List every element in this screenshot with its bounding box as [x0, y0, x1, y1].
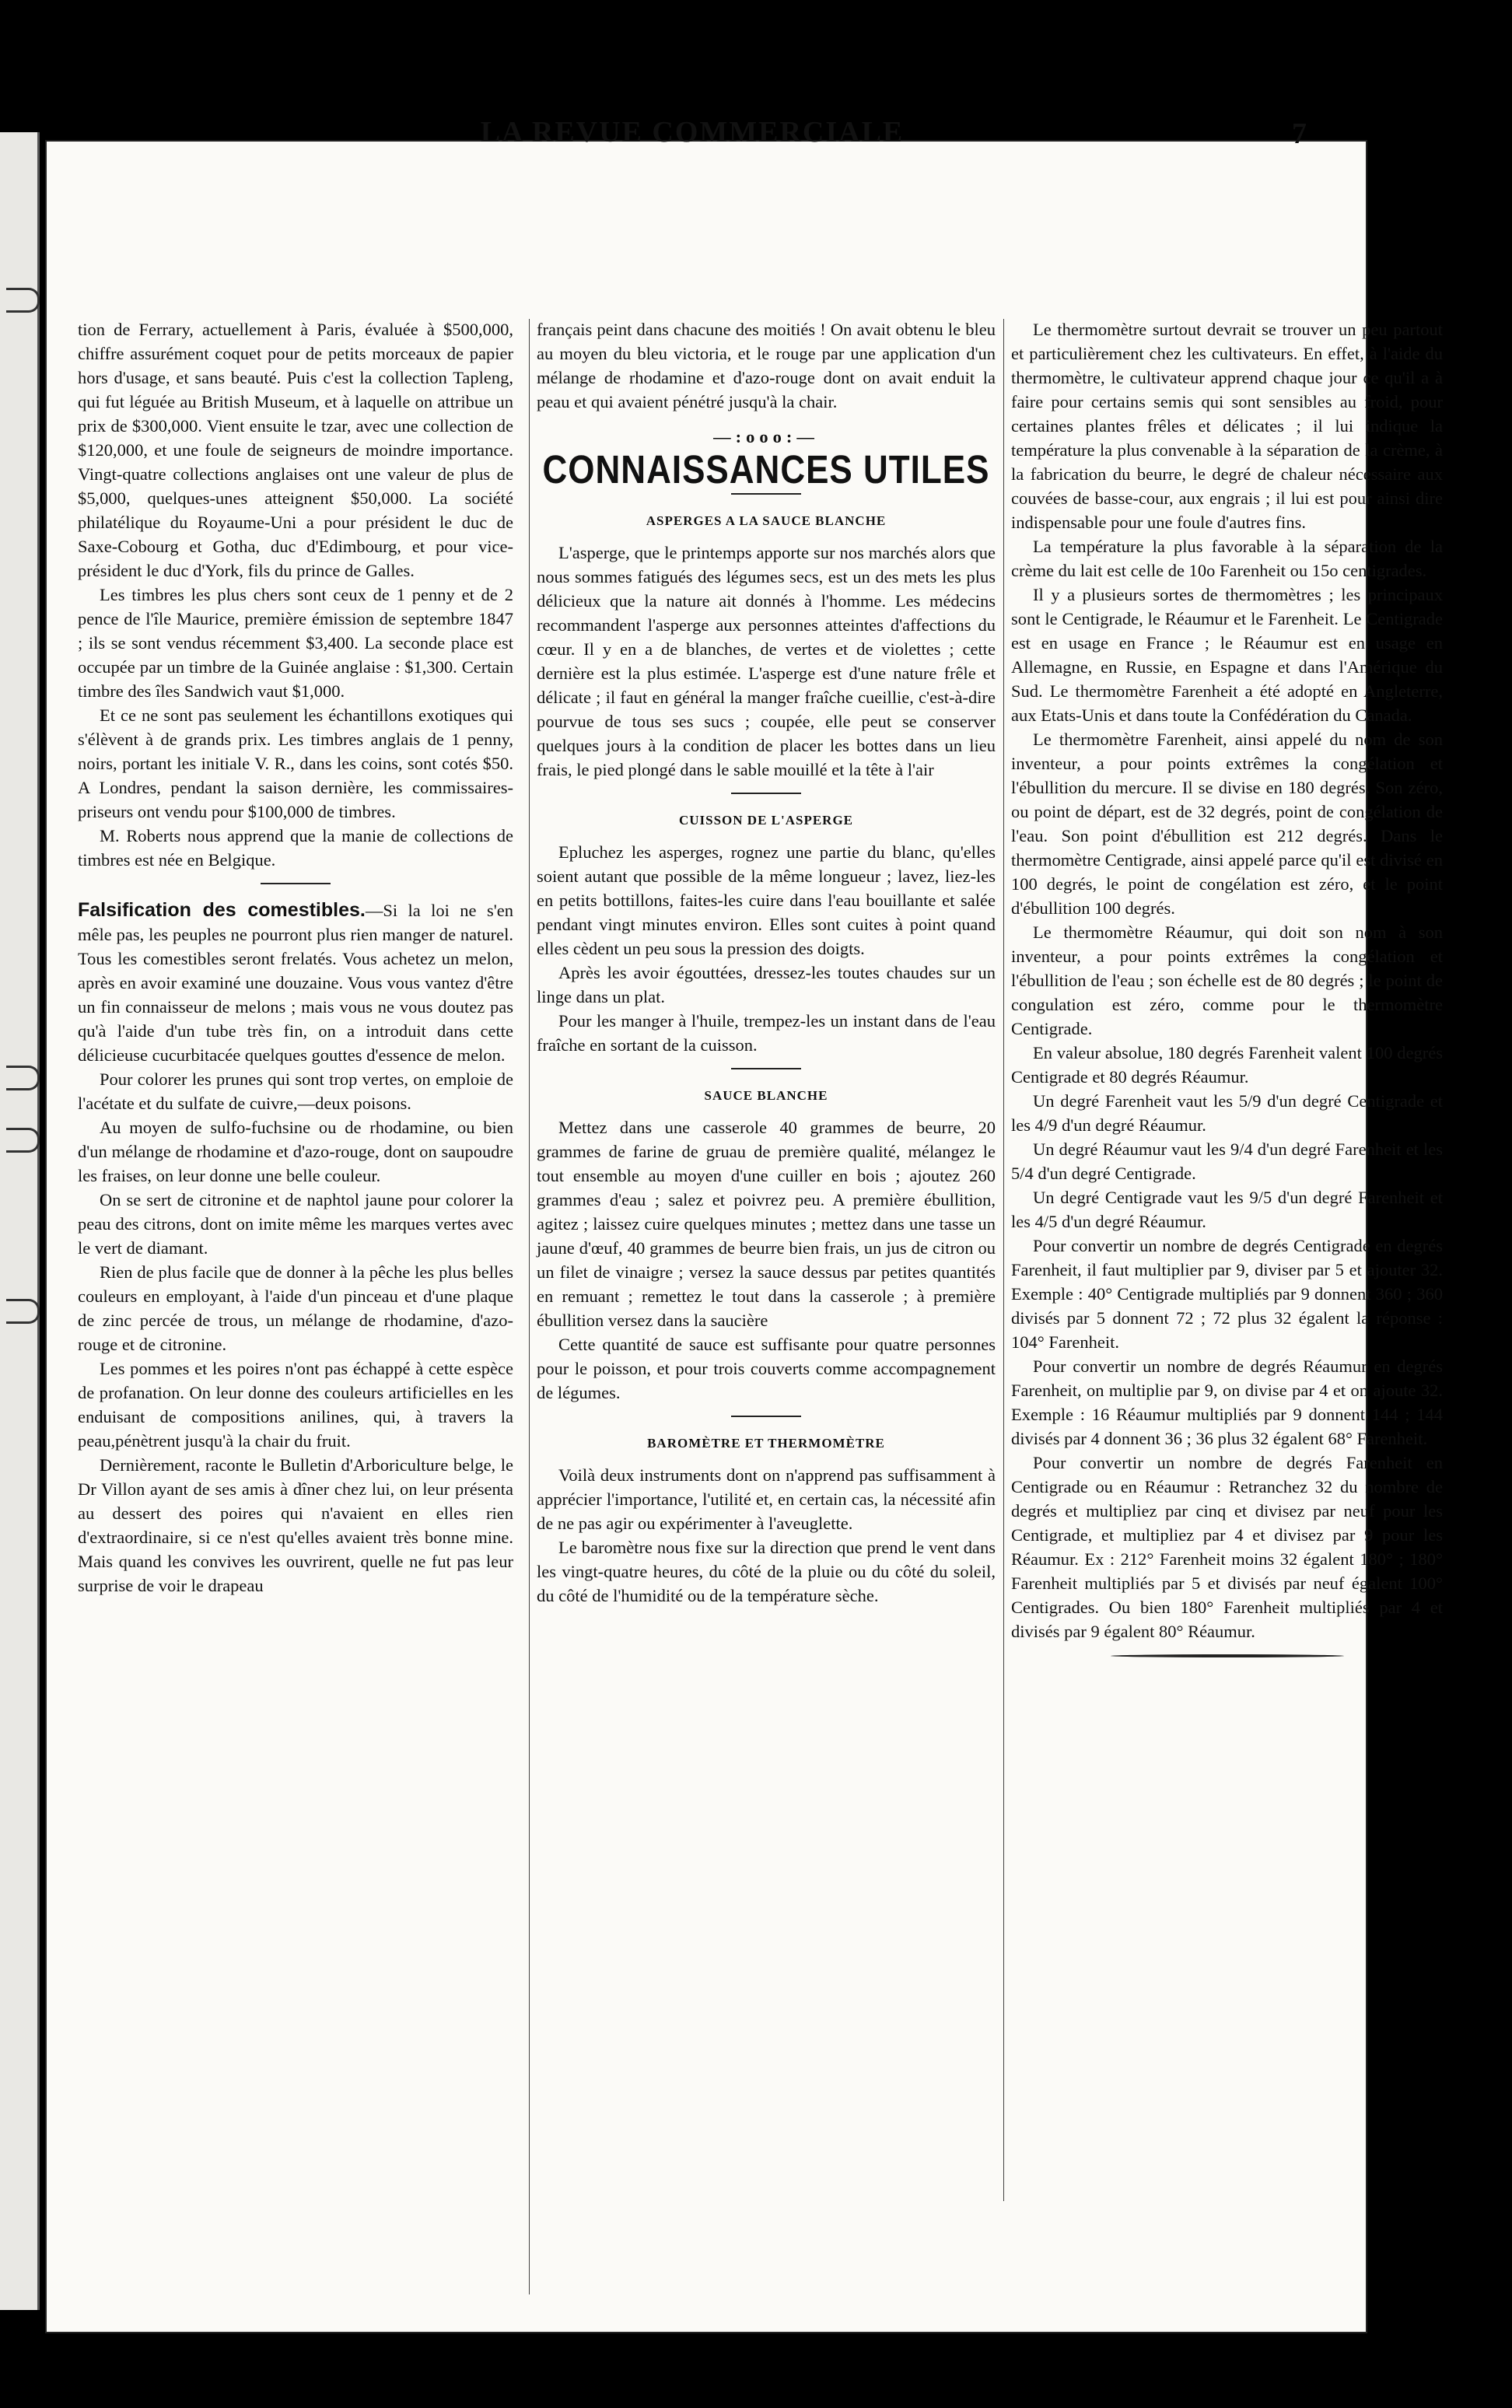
article-paragraph: Les pommes et les poires n'ont pas échappé à cette espèce de profanation. On leur donne des couleurs artificielles en les enduisant de compositions anilines, qui, à travers la peau,pénètrent jusqu'à la chair du fruit. — [78, 1359, 513, 1451]
article-paragraph: Pour colorer les prunes qui sont trop vertes, on emploie de l'acétate et du sulfate de cuivre,—deux poisons. — [78, 1069, 513, 1113]
article-paragraph: Rien de plus facile que de donner à la pêche les plus belles couleurs en employant, à l'aide d'un pinceau et d'une plaque de zinc percée de trous, un mélange de rhodamine, d'azo-rouge et de citronine. — [78, 1262, 513, 1354]
subsection-title: BAROMÈTRE ET THERMOMÈTRE — [647, 1436, 885, 1451]
article-paragraph: Il y a plusieurs sortes de thermomètres ; les principaux sont le Centigrade, le Réaumur et le Farenheit. Le Centigrade est en usage en France ; le Réaumur est en usage en Allemagne, en Russie, en Espagne et dans l'Amérique du Sud. Le thermomètre Farenheit a été adopté en Angleterre, aux Etats-Unis et dans toute la Confédération du Canada. — [1011, 585, 1443, 725]
article-paragraph: En valeur absolue, 180 degrés Farenheit valent 100 degrés Centigrade et 80 degrés Réaumur. — [1011, 1043, 1443, 1087]
article-paragraph: Le thermomètre surtout devrait se trouver un peu partout et particulièrement chez les cultivateurs. En effet, à l'aide du thermomètre, le cultivateur apprend chaque jour ce qu'il a à faire pour certains semis qui sont sensibles au froid, pour certaines plantes frêles et délicates ; il lui indique la température la plus convenable à la séparation de la crème, à la fabrication du beurre, le degré de chaleur nécessaire aux couvées de basse-cour, aux engrais ; il lui est pour ainsi dire indispensable pour une foule d'autres fins. — [1011, 320, 1443, 532]
section-title: CONNAISSANCES UTILES — [542, 448, 990, 492]
column-right — [1011, 317, 1443, 1671]
falsification-title: Falsification des comestibles. — [78, 899, 366, 921]
article-paragraph: Pour les manger à l'huile, trempez-les un instant dans de l'eau fraîche en sortant de la cuisson. — [537, 1011, 996, 1055]
subsection-title: ASPERGES A LA SAUCE BLANCHE — [646, 513, 887, 528]
article-paragraph: tion de Ferrary, actuellement à Paris, évaluée à $500,000, chiffre assurément coquet pour de petits morceaux de papier hors d'usage, et sans beauté. Puis c'est la collection Tapleng, qui fut léguée au British Museum, et à laquelle on attribue un prix de $300,000. Vient ensuite le tzar, avec une collection de $120,000, et une foule de seigneurs de moindre importance. Vingt-quatre collections anglaises ont une valeur de plus de $5,000, quelques-unes atteignent $50,000. La société philatélique du Royaume-Uni a pour président le duc de Saxe-Cobourg et Gotha, duc d'Edimbourg, et pour vice-président le duc d'York, fils du prince de Galles. — [78, 320, 513, 580]
running-header — [86, 109, 1307, 156]
article-paragraph: Le baromètre nous fixe sur la direction que prend le vent dans les vingt-quatre heures, du côté de la pluie ou du côté du soleil, du côté de l'humidité ou de la température sèche. — [537, 1538, 996, 1605]
subsection-title: CUISSON DE L'ASPERGE — [678, 813, 854, 828]
article-paragraph: Pour convertir un nombre de degrés Centigrade en degrés Farenheit, il faut multiplier par 9, diviser par 5 et ajouter 32. Exemple : 40° Centigrade multipliés par 9 donnent 360 ; 360 divisés par 5 donnent 72 ; 72 plus 32 égalent la réponse : 104° Farenheit. — [1011, 1236, 1443, 1352]
page-number: 7 — [1292, 117, 1307, 150]
running-title: LA REVUE COMMERCIALE — [480, 116, 905, 149]
article-paragraph: Les timbres les plus chers sont ceux de 1 penny et de 2 pence de l'île Maurice, première émission de septembre 1847 ; ils se sont vendus récemment $3,400. La seconde place est occupée par un timbre de la Guinée anglaise : $1,300. Certain timbre des îles Sandwich vaut $1,000. — [78, 585, 513, 701]
subsection-title: SAUCE BLANCHE — [704, 1088, 828, 1103]
column-rule — [1003, 319, 1004, 2201]
ornament: —:ooo:— — [713, 427, 819, 446]
article-paragraph: Après les avoir égouttées, dressez-les toutes chaudes sur un linge dans un plat. — [537, 963, 996, 1006]
binding-ring — [6, 1066, 40, 1090]
binding-ring — [6, 1128, 40, 1153]
column-middle — [537, 317, 996, 1608]
article-paragraph: Dernièrement, raconte le Bulletin d'Arboriculture belge, le Dr Villon ayant de ses amis à dîner chez lui, on leur présenta au dessert des poires qui n'avaient en elles rien d'extraordinaire, si ce n'est qu'elles avaient très bonne mine. Mais quand les convives les ouvrirent, quelle ne fut pas leur surprise de voir le drapeau — [78, 1455, 513, 1595]
separator — [731, 493, 801, 495]
article-paragraph: La température la plus favorable à la séparation de la crème du lait est celle de 10o Farenheit ou 15o centigrades. — [1011, 537, 1443, 580]
article-paragraph: L'asperge, que le printemps apporte sur nos marchés alors que nous sommes fatigués des légumes secs, est un des mets les plus délicieux que la nature ait donnés à l'homme. Les médecins recommandent l'asperge aux personnes atteintes d'affections du cœur. Il y en a de blanches, de vertes et de violettes ; cette dernière est la plus estimée. L'asperge est d'une nature frêle et délicate ; il faut en général la manger fraîche cueillie, c'est-à-dire pourvue de tous ses sucs ; coupée, elle peut se conserver quelques jours à la condition de placer les bottes dans un lieu frais, le pied plongé dans le sable mouillé et la tête à l'air — [537, 543, 996, 779]
article-paragraph: français peint dans chacune des moitiés ! On avait obtenu le bleu au moyen du bleu victoria, et le rouge par une application d'un mélange de rhodamine et d'azo-rouge dont on avait enduit la peau et qui avaient pénétré jusqu'à la chair. — [537, 320, 996, 411]
column-rule — [529, 319, 530, 2294]
article-paragraph: Mettez dans une casserole 40 grammes de beurre, 20 grammes de farine de gruau de première qualité, mélangez le tout ensemble au moyen d'une cuiller en bois ; ajoutez 260 grammes d'eau ; salez et poivrez peu. A première ébullition, agitez ; laissez cuire quelques minutes ; mettez dans une tasse un jaune d'œuf, 40 grammes de beurre bien frais, un jus de citron ou un filet de vinaigre ; versez la sauce dessus par petites quantités en remuant ; remettez le tout dans la casserole ; à première ébullition versez dans la saucière — [537, 1118, 996, 1330]
end-ornament — [1111, 1654, 1344, 1657]
separator — [731, 1068, 801, 1069]
separator — [731, 1416, 801, 1417]
binding-ring — [6, 288, 40, 313]
binding-ring — [6, 1299, 40, 1324]
article-paragraph: Le thermomètre Farenheit, ainsi appelé du nom de son inventeur, a pour points extrêmes la congélation et l'ébullition du mercure. Il se divise en 180 degrés. Son zéro, ou point de départ, est de 32 degrés, point de congélation de l'eau. Son point d'ébullition est 212 degrés. Dans le thermomètre Centigrade, ainsi appelé parce qu'il est divisé en 100 degrés, le point de congélation est zéro, et le point d'ébullition 100 degrés. — [1011, 730, 1443, 918]
article-paragraph: Le thermomètre Réaumur, qui doit son nom à son inventeur, a pour points extrêmes la congélation et l'ébullition de l'eau ; son échelle est de 80 degrés ; le point de congulation est zéro, comme pour le thermomètre Centigrade. — [1011, 922, 1443, 1038]
article-paragraph: On se sert de citronine et de naphtol jaune pour colorer la peau des citrons, dont on imite même les marques vertes avec le vert de diamant. — [78, 1190, 513, 1258]
separator — [731, 793, 801, 794]
separator — [261, 883, 331, 884]
article-paragraph: Epluchez les asperges, rognez une partie du blanc, qu'elles soient autant que possible de la même longueur ; lavez, liez-les en petits bottillons, faites-les cuire dans l'eau bouillante et salée pendant vingt minutes environ. Elles sont cuites à point quand elles cèdent un peu sous la pression des doigts. — [537, 842, 996, 958]
article-paragraph: Pour convertir un nombre de degrés Réaumur en degrés Farenheit, on multiplie par 9, on divise par 4 et on ajoute 32. Exemple : 16 Réaumur multipliés par 9 donnent 144 ; 144 divisés par 4 donnent 36 ; 36 plus 32 égalent 68° Farenheit. — [1011, 1356, 1443, 1448]
binding-strip — [0, 132, 40, 2310]
article-paragraph: Pour convertir un nombre de degrés Farenheit en Centigrade ou en Réaumur : Retranchez 32 du nombre de degrés et multipliez par cinq et divisez par neuf pour les Centigrade, et multipliez par 4 et divisez par 9 pour les Réaumur. Ex : 212° Farenheit moins 32 égalent 180° ; 180° Farenheit multipliés par 5 et divisés par neuf égalent 100° Centigrades. Ou bien 180° Farenheit multipliés par 4 et divisés par 9 égalent 80° Réaumur. — [1011, 1453, 1443, 1641]
article-paragraph: Un degré Réaumur vaut les 9/4 d'un degré Farenheit et les 5/4 d'un degré Centigrade. — [1011, 1139, 1443, 1183]
article-paragraph: Un degré Centigrade vaut les 9/5 d'un degré Farenheit et les 4/5 d'un degré Réaumur. — [1011, 1188, 1443, 1231]
article-paragraph: Cette quantité de sauce est suffisante pour quatre personnes pour le poisson, et pour trois couverts comme accompagnement de légumes. — [537, 1335, 996, 1402]
article-paragraph: Un degré Farenheit vaut les 5/9 d'un degré Centigrade et les 4/9 d'un degré Réaumur. — [1011, 1091, 1443, 1135]
article-paragraph: Et ce ne sont pas seulement les échantillons exotiques qui s'élèvent à de grands prix. Les timbres anglais de 1 penny, noirs, portant les initiale V. R., dans les coins, sont cotés $50. A Londres, pendant la saison dernière, les commissaires-priseurs ont vendu pour $100,000 de timbres. — [78, 705, 513, 821]
falsification-lead: Falsification des comestibles.—Si la loi ne s'en mêle pas, les peuples ne pourront plus rien manger de naturel. Tous les comestibles seront frelatés. Vous achetez un melon, après en avoir examiné une douzaine. Vous vous vantez d'être un fin connaisseur de melons ; mais vous ne vous doutez pas qu'à l'aide d'un tube très fin, on a introduit dans cette délicieuse cucurbitacée quelques gouttes d'essence de melon. — [78, 899, 513, 1065]
article-paragraph: Voilà deux instruments dont on n'apprend pas suffisamment à apprécier l'importance, l'utilité et, en certain cas, la nécessité afin de ne pas agir ou expérimenter à l'aveuglette. — [537, 1465, 996, 1533]
article-paragraph: M. Roberts nous apprend que la manie de collections de timbres est née en Belgique. — [78, 826, 513, 870]
article-paragraph: Au moyen de sulfo-fuchsine ou de rhodamine, ou bien d'un mélange de rhodamine et d'azo-rouge, dont on saupoudre les fraises, on leur donne une belle couleur. — [78, 1118, 513, 1185]
column-left — [78, 317, 513, 1598]
